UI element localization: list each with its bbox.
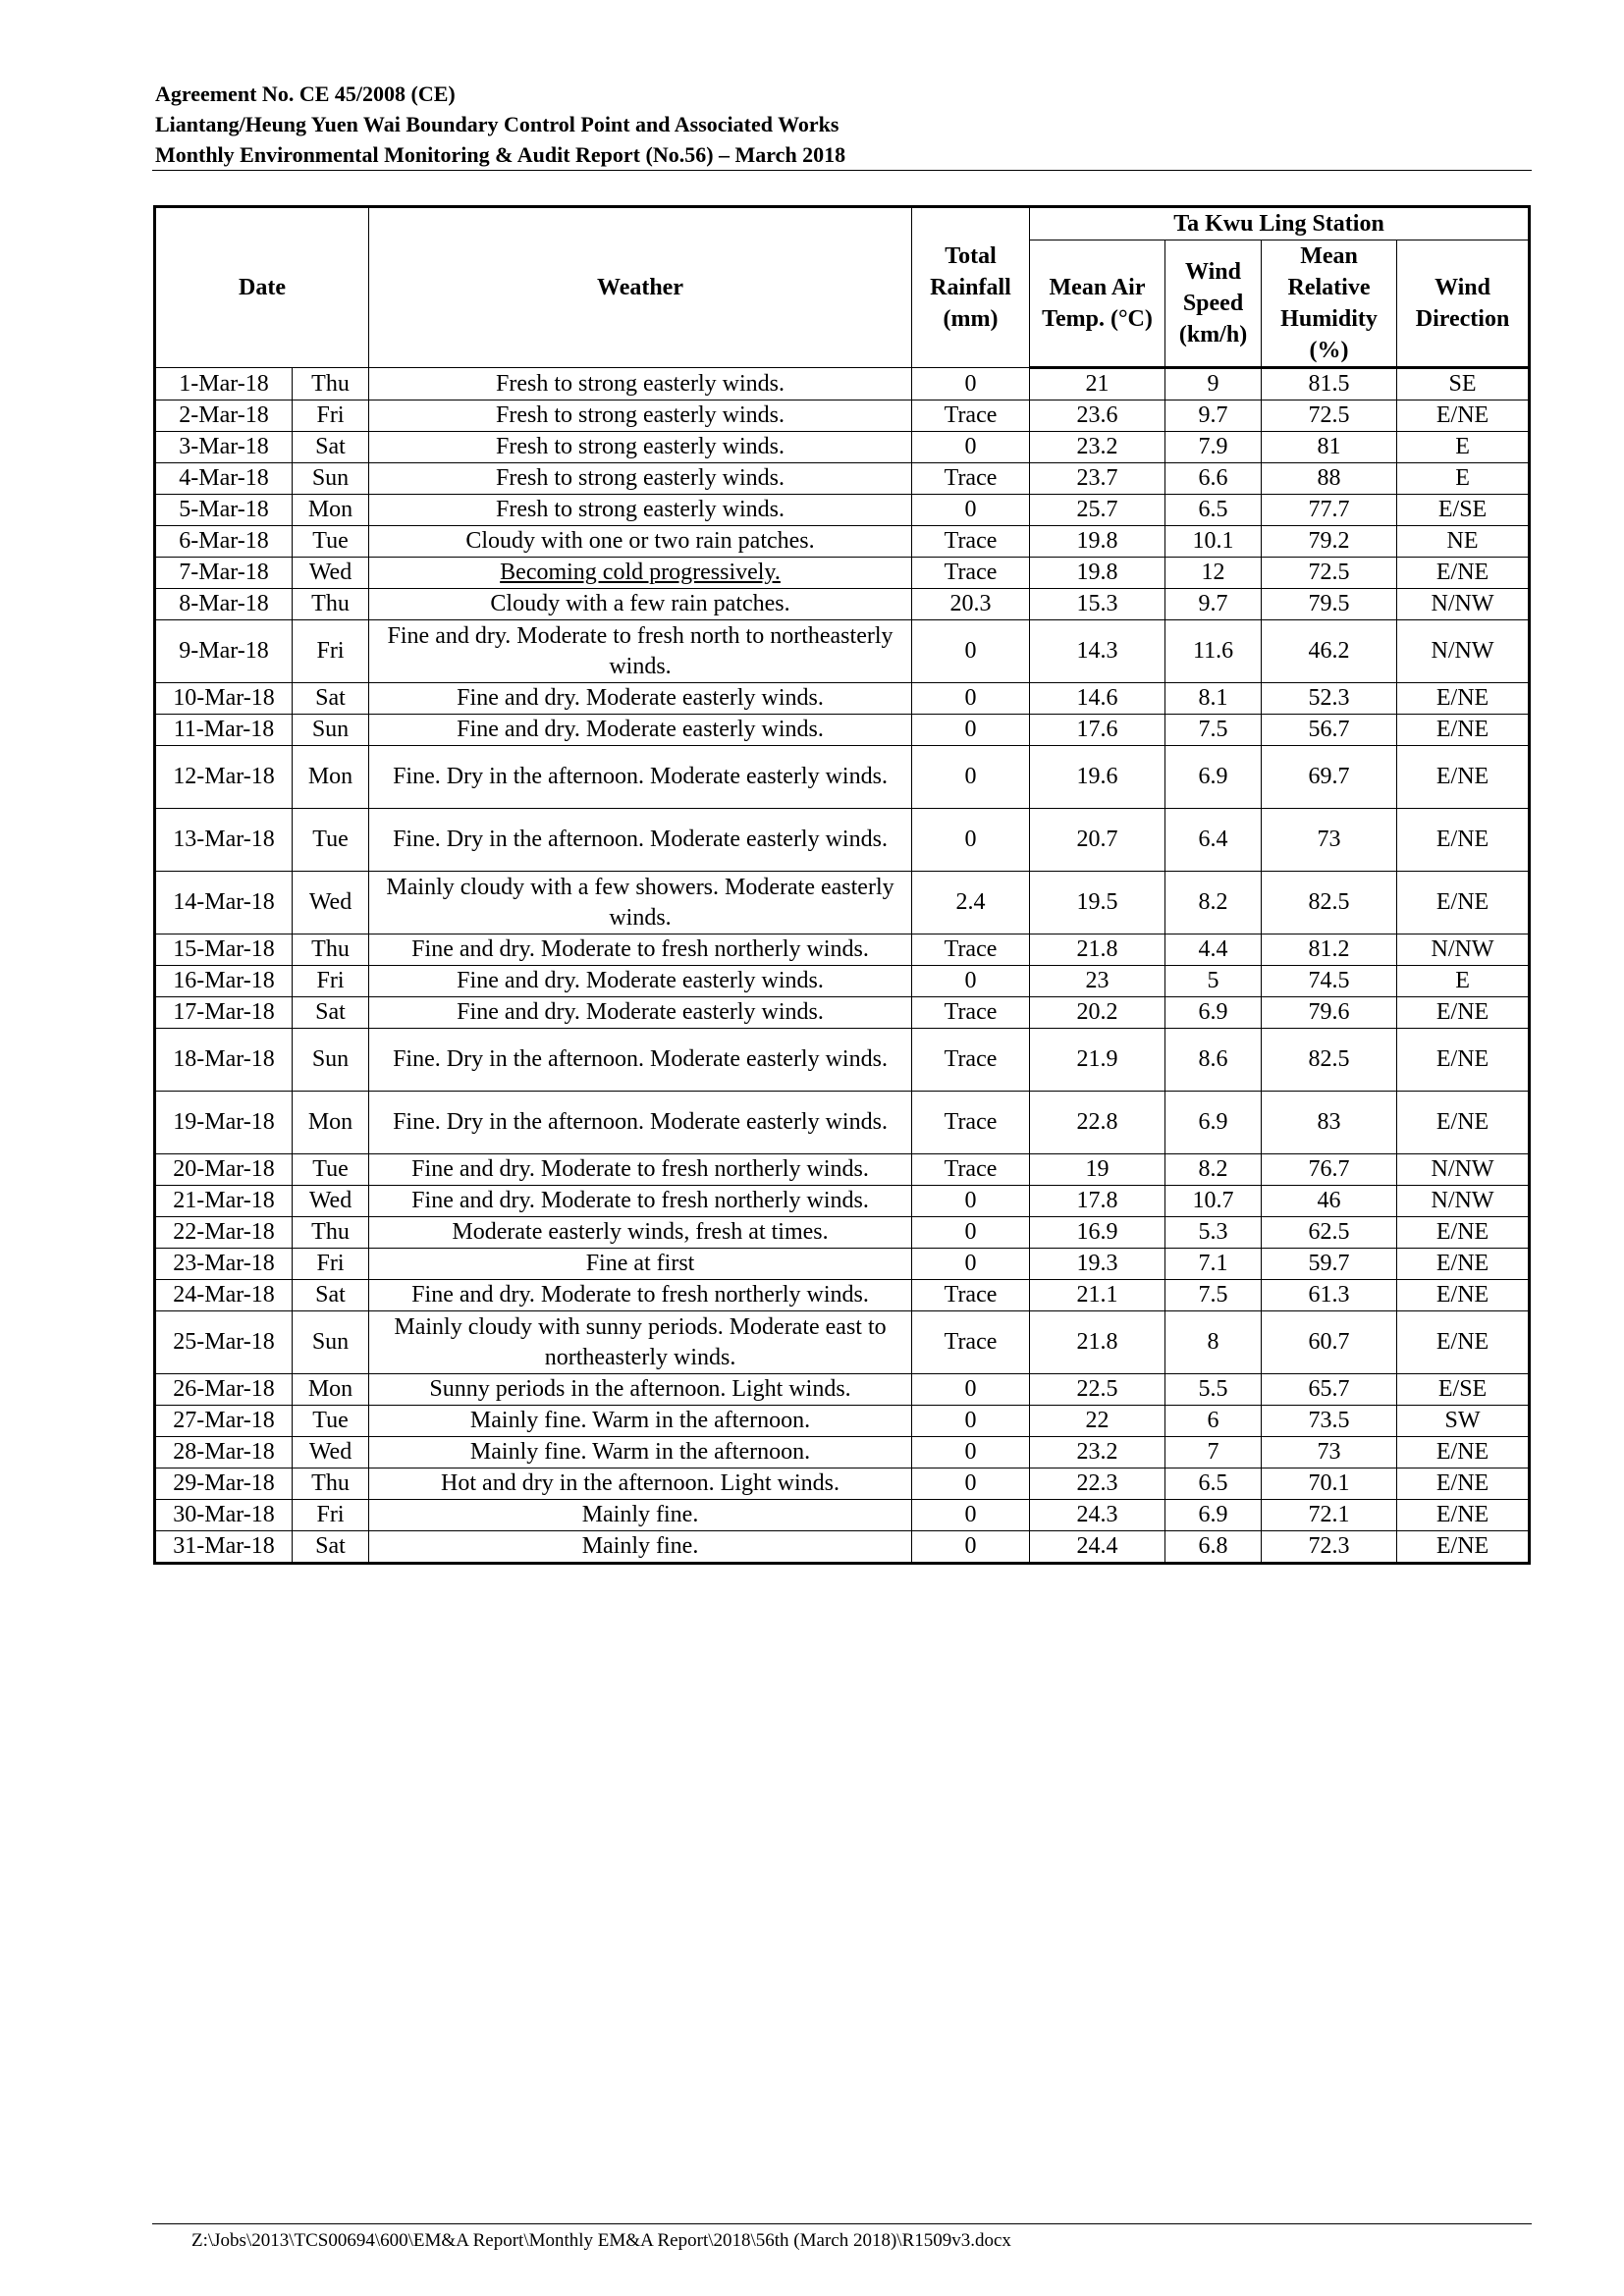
cell-humidity: 72.5 <box>1262 558 1397 589</box>
cell-temp: 23.7 <box>1030 463 1165 495</box>
cell-humidity: 81.5 <box>1262 368 1397 400</box>
cell-rainfall: 0 <box>912 1500 1030 1531</box>
footer-divider <box>152 2223 1532 2224</box>
cell-humidity: 65.7 <box>1262 1374 1397 1406</box>
cell-day: Sat <box>293 683 369 715</box>
cell-date: 2-Mar-18 <box>155 400 293 432</box>
cell-weather: Becoming cold progressively. <box>369 558 912 589</box>
table-body <box>155 368 1530 1564</box>
cell-rainfall: 0 <box>912 495 1030 526</box>
cell-rainfall: 2.4 <box>912 872 1030 934</box>
cell-weather: Fine. Dry in the afternoon. Moderate easterly winds. <box>369 1029 912 1092</box>
table-row <box>155 589 1530 620</box>
cell-wind-direction: E/NE <box>1397 1217 1530 1249</box>
table-row <box>155 1406 1530 1437</box>
cell-rainfall: 20.3 <box>912 589 1030 620</box>
cell-date: 26-Mar-18 <box>155 1374 293 1406</box>
cell-wind-direction: E/NE <box>1397 809 1530 872</box>
cell-weather: Fine. Dry in the afternoon. Moderate easterly winds. <box>369 1092 912 1154</box>
cell-rainfall: 0 <box>912 1531 1030 1564</box>
table-row <box>155 1154 1530 1186</box>
cell-date: 10-Mar-18 <box>155 683 293 715</box>
cell-weather: Fresh to strong easterly winds. <box>369 463 912 495</box>
cell-humidity: 74.5 <box>1262 966 1397 997</box>
cell-temp: 14.6 <box>1030 683 1165 715</box>
cell-humidity: 52.3 <box>1262 683 1397 715</box>
cell-day: Tue <box>293 526 369 558</box>
cell-weather: Fine and dry. Moderate easterly winds. <box>369 966 912 997</box>
weather-table <box>153 205 1531 1565</box>
cell-temp: 17.8 <box>1030 1186 1165 1217</box>
cell-rainfall: 0 <box>912 1468 1030 1500</box>
cell-temp: 23.2 <box>1030 432 1165 463</box>
cell-temp: 21 <box>1030 368 1165 400</box>
cell-day: Thu <box>293 368 369 400</box>
cell-weather: Fresh to strong easterly winds. <box>369 400 912 432</box>
cell-wind-speed: 8.2 <box>1165 872 1262 934</box>
cell-rainfall: 0 <box>912 1437 1030 1468</box>
table-row <box>155 997 1530 1029</box>
report-title: Monthly Environmental Monitoring & Audit Report (No.56) – March 2018 <box>155 142 846 167</box>
table-row <box>155 1500 1530 1531</box>
cell-rainfall: Trace <box>912 997 1030 1029</box>
cell-date: 11-Mar-18 <box>155 715 293 746</box>
header-rainfall-label: Total Rainfall (mm) <box>930 243 1011 332</box>
cell-rainfall: Trace <box>912 1280 1030 1311</box>
table-row <box>155 1186 1530 1217</box>
cell-humidity: 79.6 <box>1262 997 1397 1029</box>
table-row <box>155 1437 1530 1468</box>
cell-weather: Fine and dry. Moderate to fresh northerly winds. <box>369 934 912 966</box>
cell-wind-speed: 8.1 <box>1165 683 1262 715</box>
cell-humidity: 72.5 <box>1262 400 1397 432</box>
cell-wind-direction: N/NW <box>1397 1186 1530 1217</box>
cell-rainfall: 0 <box>912 432 1030 463</box>
header-station: Ta Kwu Ling Station <box>1030 207 1530 240</box>
cell-rainfall: Trace <box>912 558 1030 589</box>
cell-temp: 16.9 <box>1030 1217 1165 1249</box>
cell-wind-direction: E <box>1397 966 1530 997</box>
cell-wind-direction: E/NE <box>1397 997 1530 1029</box>
cell-date: 21-Mar-18 <box>155 1186 293 1217</box>
header-wind-direction: Wind Direction <box>1397 240 1530 368</box>
cell-wind-speed: 8 <box>1165 1311 1262 1374</box>
cell-wind-speed: 4.4 <box>1165 934 1262 966</box>
cell-weather: Moderate easterly winds, fresh at times. <box>369 1217 912 1249</box>
cell-temp: 19.3 <box>1030 1249 1165 1280</box>
cell-wind-speed: 7.9 <box>1165 432 1262 463</box>
cell-wind-direction: E/NE <box>1397 872 1530 934</box>
cell-weather: Fine and dry. Moderate to fresh northerly winds. <box>369 1280 912 1311</box>
cell-day: Mon <box>293 1374 369 1406</box>
cell-day: Mon <box>293 495 369 526</box>
cell-weather: Mainly fine. Warm in the afternoon. <box>369 1406 912 1437</box>
cell-wind-direction: N/NW <box>1397 934 1530 966</box>
cell-weather: Fine and dry. Moderate easterly winds. <box>369 683 912 715</box>
cell-wind-speed: 9.7 <box>1165 589 1262 620</box>
cell-date: 9-Mar-18 <box>155 620 293 683</box>
cell-date: 8-Mar-18 <box>155 589 293 620</box>
cell-wind-speed: 5.5 <box>1165 1374 1262 1406</box>
table-row <box>155 432 1530 463</box>
cell-wind-speed: 6.5 <box>1165 495 1262 526</box>
table-row <box>155 872 1530 934</box>
cell-wind-direction: E/SE <box>1397 495 1530 526</box>
cell-date: 28-Mar-18 <box>155 1437 293 1468</box>
cell-humidity: 60.7 <box>1262 1311 1397 1374</box>
cell-wind-speed: 8.2 <box>1165 1154 1262 1186</box>
cell-date: 5-Mar-18 <box>155 495 293 526</box>
cell-temp: 19.5 <box>1030 872 1165 934</box>
cell-temp: 23.2 <box>1030 1437 1165 1468</box>
cell-humidity: 79.5 <box>1262 589 1397 620</box>
cell-wind-direction: E/NE <box>1397 683 1530 715</box>
cell-weather: Fine and dry. Moderate easterly winds. <box>369 997 912 1029</box>
cell-humidity: 59.7 <box>1262 1249 1397 1280</box>
cell-date: 6-Mar-18 <box>155 526 293 558</box>
cell-rainfall: 0 <box>912 1249 1030 1280</box>
cell-date: 20-Mar-18 <box>155 1154 293 1186</box>
cell-humidity: 81 <box>1262 432 1397 463</box>
cell-rainfall: Trace <box>912 1154 1030 1186</box>
cell-day: Tue <box>293 809 369 872</box>
cell-wind-direction: E/NE <box>1397 1311 1530 1374</box>
cell-wind-direction: E/SE <box>1397 1374 1530 1406</box>
cell-temp: 25.7 <box>1030 495 1165 526</box>
header-divider <box>152 170 1532 171</box>
cell-date: 29-Mar-18 <box>155 1468 293 1500</box>
cell-rainfall: 0 <box>912 683 1030 715</box>
cell-weather: Hot and dry in the afternoon. Light winds. <box>369 1468 912 1500</box>
table-row <box>155 400 1530 432</box>
cell-temp: 22.5 <box>1030 1374 1165 1406</box>
table-row <box>155 1374 1530 1406</box>
cell-wind-direction: E/NE <box>1397 1029 1530 1092</box>
cell-date: 18-Mar-18 <box>155 1029 293 1092</box>
cell-temp: 20.2 <box>1030 997 1165 1029</box>
cell-rainfall: Trace <box>912 1092 1030 1154</box>
cell-wind-direction: E/NE <box>1397 1468 1530 1500</box>
header-rainfall <box>912 207 1030 368</box>
table-row <box>155 1029 1530 1092</box>
cell-day: Thu <box>293 934 369 966</box>
cell-day: Sat <box>293 997 369 1029</box>
cell-rainfall: 0 <box>912 1374 1030 1406</box>
cell-weather: Cloudy with one or two rain patches. <box>369 526 912 558</box>
cell-wind-speed: 9.7 <box>1165 400 1262 432</box>
table-row <box>155 1531 1530 1564</box>
cell-temp: 22 <box>1030 1406 1165 1437</box>
cell-weather: Mainly fine. <box>369 1500 912 1531</box>
cell-humidity: 46.2 <box>1262 620 1397 683</box>
cell-weather: Fine. Dry in the afternoon. Moderate easterly winds. <box>369 746 912 809</box>
table-row <box>155 715 1530 746</box>
cell-wind-speed: 7.1 <box>1165 1249 1262 1280</box>
cell-rainfall: Trace <box>912 1029 1030 1092</box>
cell-rainfall: Trace <box>912 934 1030 966</box>
cell-wind-direction: E/NE <box>1397 400 1530 432</box>
cell-wind-direction: N/NW <box>1397 1154 1530 1186</box>
cell-day: Fri <box>293 1249 369 1280</box>
cell-rainfall: Trace <box>912 463 1030 495</box>
cell-humidity: 72.1 <box>1262 1500 1397 1531</box>
cell-wind-speed: 6.9 <box>1165 746 1262 809</box>
cell-day: Wed <box>293 1437 369 1468</box>
agreement-number: Agreement No. CE 45/2008 (CE) <box>155 81 456 106</box>
cell-wind-direction: E/NE <box>1397 1280 1530 1311</box>
cell-humidity: 79.2 <box>1262 526 1397 558</box>
cell-wind-direction: E/NE <box>1397 1500 1530 1531</box>
cell-date: 27-Mar-18 <box>155 1406 293 1437</box>
cell-wind-direction: NE <box>1397 526 1530 558</box>
cell-temp: 22.8 <box>1030 1092 1165 1154</box>
cell-wind-speed: 6 <box>1165 1406 1262 1437</box>
cell-wind-speed: 10.1 <box>1165 526 1262 558</box>
cell-date: 7-Mar-18 <box>155 558 293 589</box>
cell-weather: Sunny periods in the afternoon. Light winds. <box>369 1374 912 1406</box>
cell-date: 3-Mar-18 <box>155 432 293 463</box>
cell-wind-speed: 6.8 <box>1165 1531 1262 1564</box>
document-header <box>155 79 1530 170</box>
cell-temp: 14.3 <box>1030 620 1165 683</box>
cell-humidity: 88 <box>1262 463 1397 495</box>
cell-day: Mon <box>293 746 369 809</box>
cell-temp: 24.3 <box>1030 1500 1165 1531</box>
cell-humidity: 82.5 <box>1262 872 1397 934</box>
cell-temp: 19 <box>1030 1154 1165 1186</box>
table-row <box>155 620 1530 683</box>
cell-weather: Mainly fine. Warm in the afternoon. <box>369 1437 912 1468</box>
cell-weather: Fine and dry. Moderate to fresh northerly winds. <box>369 1186 912 1217</box>
cell-wind-speed: 9 <box>1165 368 1262 400</box>
table-row <box>155 809 1530 872</box>
cell-temp: 19.8 <box>1030 558 1165 589</box>
cell-day: Sat <box>293 1531 369 1564</box>
cell-date: 25-Mar-18 <box>155 1311 293 1374</box>
cell-wind-speed: 6.9 <box>1165 997 1262 1029</box>
cell-weather: Fine and dry. Moderate to fresh north to northeasterly winds. <box>369 620 912 683</box>
cell-weather: Fine at first <box>369 1249 912 1280</box>
cell-wind-speed: 6.4 <box>1165 809 1262 872</box>
cell-day: Fri <box>293 1500 369 1531</box>
cell-humidity: 83 <box>1262 1092 1397 1154</box>
cell-rainfall: 0 <box>912 1186 1030 1217</box>
cell-humidity: 82.5 <box>1262 1029 1397 1092</box>
cell-humidity: 72.3 <box>1262 1531 1397 1564</box>
cell-day: Thu <box>293 1468 369 1500</box>
cell-wind-direction: N/NW <box>1397 620 1530 683</box>
header-humidity: Mean Relative Humidity (%) <box>1262 240 1397 368</box>
cell-wind-speed: 11.6 <box>1165 620 1262 683</box>
cell-wind-speed: 7.5 <box>1165 715 1262 746</box>
cell-wind-speed: 12 <box>1165 558 1262 589</box>
cell-wind-direction: E/NE <box>1397 1249 1530 1280</box>
cell-rainfall: Trace <box>912 400 1030 432</box>
cell-humidity: 70.1 <box>1262 1468 1397 1500</box>
cell-humidity: 77.7 <box>1262 495 1397 526</box>
cell-wind-speed: 7 <box>1165 1437 1262 1468</box>
cell-day: Wed <box>293 872 369 934</box>
cell-wind-direction: E <box>1397 432 1530 463</box>
cell-date: 15-Mar-18 <box>155 934 293 966</box>
cell-day: Sun <box>293 1029 369 1092</box>
cell-temp: 22.3 <box>1030 1468 1165 1500</box>
cell-weather: Fresh to strong easterly winds. <box>369 495 912 526</box>
table-row <box>155 1468 1530 1500</box>
table-row <box>155 368 1530 400</box>
cell-temp: 21.9 <box>1030 1029 1165 1092</box>
cell-day: Thu <box>293 589 369 620</box>
cell-weather: Mainly cloudy with sunny periods. Moderate east to northeasterly winds. <box>369 1311 912 1374</box>
cell-wind-speed: 6.9 <box>1165 1500 1262 1531</box>
table-row <box>155 966 1530 997</box>
cell-humidity: 76.7 <box>1262 1154 1397 1186</box>
cell-date: 23-Mar-18 <box>155 1249 293 1280</box>
cell-day: Tue <box>293 1406 369 1437</box>
cell-temp: 23.6 <box>1030 400 1165 432</box>
table-row <box>155 1280 1530 1311</box>
header-date: Date <box>155 207 369 368</box>
cell-weather: Fresh to strong easterly winds. <box>369 368 912 400</box>
cell-weather: Cloudy with a few rain patches. <box>369 589 912 620</box>
cell-rainfall: 0 <box>912 715 1030 746</box>
cell-rainfall: 0 <box>912 809 1030 872</box>
cell-humidity: 73 <box>1262 1437 1397 1468</box>
header-temp: Mean Air Temp. (°C) <box>1030 240 1165 368</box>
cell-date: 19-Mar-18 <box>155 1092 293 1154</box>
cell-rainfall: 0 <box>912 620 1030 683</box>
cell-rainfall: Trace <box>912 1311 1030 1374</box>
cell-day: Sat <box>293 1280 369 1311</box>
cell-day: Wed <box>293 1186 369 1217</box>
cell-temp: 15.3 <box>1030 589 1165 620</box>
cell-wind-speed: 6.5 <box>1165 1468 1262 1500</box>
cell-day: Wed <box>293 558 369 589</box>
cell-date: 14-Mar-18 <box>155 872 293 934</box>
project-title: Liantang/Heung Yuen Wai Boundary Control Point and Associated Works <box>155 112 839 136</box>
cell-day: Sun <box>293 1311 369 1374</box>
cell-weather: Fine. Dry in the afternoon. Moderate easterly winds. <box>369 809 912 872</box>
cell-wind-direction: N/NW <box>1397 589 1530 620</box>
cell-temp: 21.8 <box>1030 934 1165 966</box>
cell-rainfall: 0 <box>912 1217 1030 1249</box>
cell-rainfall: 0 <box>912 1406 1030 1437</box>
table-row <box>155 463 1530 495</box>
footer-file-path: Z:\Jobs\2013\TCS00694\600\EM&A Report\Monthly EM&A Report\2018\56th (March 2018)\R1509v3.docx <box>191 2230 1011 2251</box>
cell-day: Sun <box>293 463 369 495</box>
cell-humidity: 73.5 <box>1262 1406 1397 1437</box>
cell-day: Fri <box>293 966 369 997</box>
cell-temp: 17.6 <box>1030 715 1165 746</box>
cell-wind-speed: 7.5 <box>1165 1280 1262 1311</box>
cell-wind-direction: E/NE <box>1397 746 1530 809</box>
cell-temp: 20.7 <box>1030 809 1165 872</box>
cell-wind-speed: 6.6 <box>1165 463 1262 495</box>
cell-humidity: 73 <box>1262 809 1397 872</box>
cell-date: 22-Mar-18 <box>155 1217 293 1249</box>
cell-wind-speed: 10.7 <box>1165 1186 1262 1217</box>
cell-date: 1-Mar-18 <box>155 368 293 400</box>
cell-wind-direction: E <box>1397 463 1530 495</box>
cell-temp: 21.1 <box>1030 1280 1165 1311</box>
cell-humidity: 46 <box>1262 1186 1397 1217</box>
table-row <box>155 495 1530 526</box>
header-weather: Weather <box>369 207 912 368</box>
cell-wind-speed: 8.6 <box>1165 1029 1262 1092</box>
cell-wind-direction: E/NE <box>1397 558 1530 589</box>
cell-date: 30-Mar-18 <box>155 1500 293 1531</box>
cell-date: 12-Mar-18 <box>155 746 293 809</box>
table-row <box>155 1249 1530 1280</box>
cell-rainfall: 0 <box>912 746 1030 809</box>
cell-day: Fri <box>293 400 369 432</box>
cell-humidity: 61.3 <box>1262 1280 1397 1311</box>
cell-rainfall: 0 <box>912 966 1030 997</box>
table-row <box>155 1311 1530 1374</box>
cell-weather: Fresh to strong easterly winds. <box>369 432 912 463</box>
cell-wind-speed: 6.9 <box>1165 1092 1262 1154</box>
cell-humidity: 69.7 <box>1262 746 1397 809</box>
cell-wind-direction: SW <box>1397 1406 1530 1437</box>
cell-temp: 19.8 <box>1030 526 1165 558</box>
table-row <box>155 934 1530 966</box>
cell-temp: 21.8 <box>1030 1311 1165 1374</box>
cell-date: 16-Mar-18 <box>155 966 293 997</box>
cell-date: 24-Mar-18 <box>155 1280 293 1311</box>
table-row <box>155 558 1530 589</box>
header-wind-speed: Wind Speed (km/h) <box>1165 240 1262 368</box>
cell-weather: Mainly fine. <box>369 1531 912 1564</box>
cell-rainfall: Trace <box>912 526 1030 558</box>
cell-humidity: 56.7 <box>1262 715 1397 746</box>
cell-humidity: 81.2 <box>1262 934 1397 966</box>
cell-humidity: 62.5 <box>1262 1217 1397 1249</box>
cell-day: Sun <box>293 715 369 746</box>
cell-temp: 24.4 <box>1030 1531 1165 1564</box>
cell-weather: Mainly cloudy with a few showers. Moderate easterly winds. <box>369 872 912 934</box>
cell-temp: 23 <box>1030 966 1165 997</box>
cell-wind-direction: E/NE <box>1397 1092 1530 1154</box>
cell-date: 4-Mar-18 <box>155 463 293 495</box>
table-row <box>155 746 1530 809</box>
cell-wind-direction: E/NE <box>1397 1437 1530 1468</box>
cell-weather: Fine and dry. Moderate easterly winds. <box>369 715 912 746</box>
cell-temp: 19.6 <box>1030 746 1165 809</box>
cell-wind-direction: E/NE <box>1397 715 1530 746</box>
cell-wind-direction: E/NE <box>1397 1531 1530 1564</box>
table-row <box>155 1217 1530 1249</box>
cell-day: Tue <box>293 1154 369 1186</box>
cell-date: 13-Mar-18 <box>155 809 293 872</box>
table-row <box>155 526 1530 558</box>
cell-wind-direction: SE <box>1397 368 1530 400</box>
cell-wind-speed: 5 <box>1165 966 1262 997</box>
cell-date: 17-Mar-18 <box>155 997 293 1029</box>
cell-day: Thu <box>293 1217 369 1249</box>
cell-day: Fri <box>293 620 369 683</box>
cell-weather: Fine and dry. Moderate to fresh northerly winds. <box>369 1154 912 1186</box>
cell-date: 31-Mar-18 <box>155 1531 293 1564</box>
table-row <box>155 683 1530 715</box>
cell-day: Sat <box>293 432 369 463</box>
cell-rainfall: 0 <box>912 368 1030 400</box>
cell-day: Mon <box>293 1092 369 1154</box>
table-row <box>155 1092 1530 1154</box>
cell-wind-speed: 5.3 <box>1165 1217 1262 1249</box>
